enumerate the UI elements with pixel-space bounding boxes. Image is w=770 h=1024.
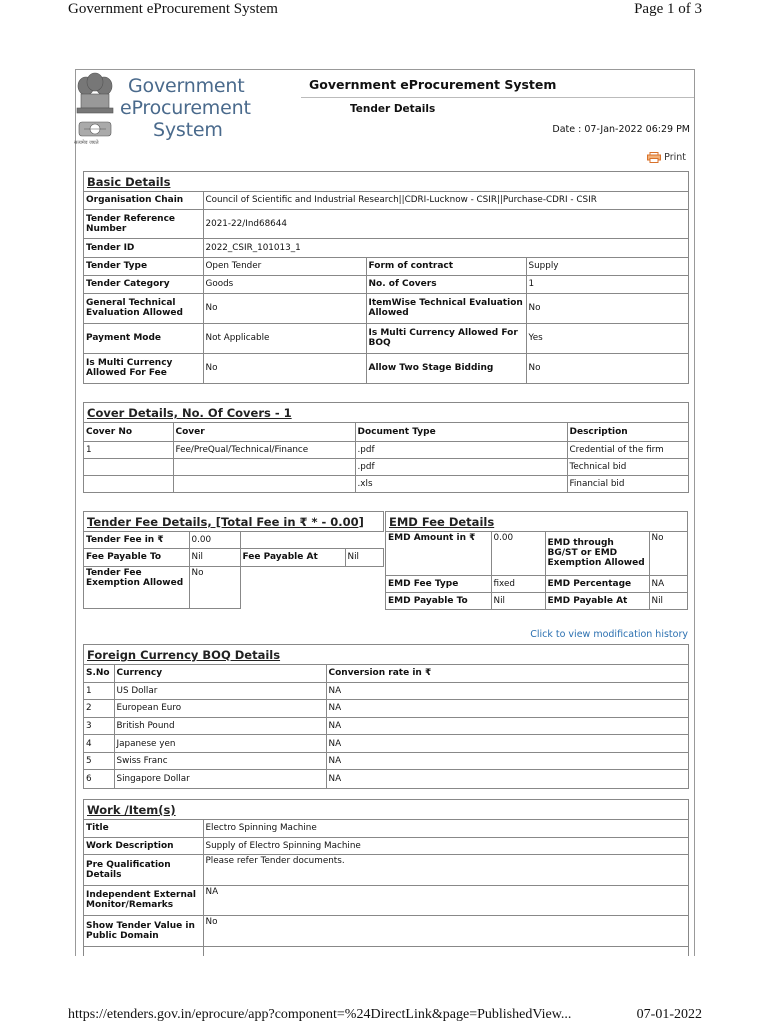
tender-type-label: Tender Type [84,257,203,275]
payment-mode-value: Not Applicable [203,323,366,353]
print-page-footer [68,1007,702,1023]
emd-through-label: EMD through BG/ST or EMD Exemption Allowed [545,532,649,575]
print-header-title: Government eProcurement System [68,1,278,17]
site-title: Government eProcurement System [309,77,557,92]
cover-cell: .pdf [355,441,567,458]
multi-currency-fee-label: Is Multi Currency Allowed For Fee [84,353,203,383]
table-row [84,475,688,492]
cover-header-cell: Document Type [355,423,567,441]
show-tender-value-value: No [203,915,688,946]
cover-header-cell: Description [567,423,688,441]
table-row [84,700,688,718]
two-stage-bidding-value: No [526,353,688,383]
print-link[interactable] [647,152,686,163]
boq-header-cell: Currency [114,665,326,682]
boq-header-cell: Conversion rate in ₹ [326,665,688,682]
table-row [84,752,688,770]
logo-text-line3: System [153,119,223,141]
boq-cell: 6 [84,770,114,788]
basic-details-title: Basic Details [84,172,688,192]
boq-cell: NA [326,717,688,735]
tender-ref-label: Tender Reference Number [84,209,203,238]
iem-remarks-label: Independent External Monitor/Remarks [84,885,203,915]
work-description-label: Work Description [84,837,203,854]
work-title-label: Title [84,820,203,837]
work-description-value: Supply of Electro Spinning Machine [203,837,688,854]
boq-details-table [84,665,688,788]
basic-details-table [84,192,688,383]
fee-exemption-value: No [189,566,240,608]
emd-fee-section [385,511,688,610]
boq-cell: 1 [84,682,114,700]
boq-cell: NA [326,770,688,788]
boq-cell: 5 [84,752,114,770]
multi-currency-boq-value: Yes [526,323,688,353]
form-of-contract-value: Supply [526,257,688,275]
payment-mode-label: Payment Mode [84,323,203,353]
tender-category-value: Goods [203,275,366,293]
table-row [84,682,688,700]
emd-payable-at-label: EMD Payable At [545,592,649,609]
work-title-value: Electro Spinning Machine [203,820,688,837]
cover-details-section [83,402,689,493]
tender-id-value: 2022_CSIR_101013_1 [203,238,688,257]
boq-cell: 4 [84,735,114,753]
emd-fee-table [386,532,687,609]
footer-url: https://etenders.gov.in/eprocure/app?component=%24DirectLink&page=PublishedView... [68,1007,572,1022]
boq-cell: NA [326,752,688,770]
tender-fee-label: Tender Fee in ₹ [84,532,189,548]
emd-payable-at-value: Nil [649,592,687,609]
emd-through-value: No [649,532,687,575]
emd-fee-type-label: EMD Fee Type [386,575,491,592]
itemwise-te-label: ItemWise Technical Evaluation Allowed [366,293,526,323]
gte-value: No [203,293,366,323]
table-row [84,458,688,475]
basic-details-section [83,171,689,384]
boq-cell: 3 [84,717,114,735]
boq-header-cell: S.No [84,665,114,682]
cover-cell [84,475,173,492]
work-items-table [84,820,688,956]
page-title: Tender Details [350,103,436,115]
table-row [84,717,688,735]
tender-id-label: Tender ID [84,238,203,257]
cover-header-cell: Cover No [84,423,173,441]
no-of-covers-label: No. of Covers [366,275,526,293]
print-page-number: Page 1 of 3 [634,1,702,17]
cover-cell [173,475,355,492]
show-tender-value-label: Show Tender Value in Public Domain [84,915,203,946]
fee-exemption-label: Tender Fee Exemption Allowed [84,566,189,608]
emd-payable-to-value: Nil [491,592,545,609]
site-header [76,70,694,166]
prequal-details-value: Please refer Tender documents. [203,854,688,885]
fee-payable-at-value: Nil [345,548,384,566]
org-chain-value: Council of Scientific and Industrial Research||CDRI-Lucknow - CSIR||Purchase-CDRI - CSIR [203,192,688,209]
boq-cell: NA [326,735,688,753]
cover-cell: .xls [355,475,567,492]
emd-amount-label: EMD Amount in ₹ [386,532,491,575]
boq-details-section [83,644,689,789]
modification-history-link[interactable]: Click to view modification history [530,629,688,640]
logo-text-line2: eProcurement [120,97,251,119]
table-row [84,735,688,753]
cover-details-table [84,423,688,492]
cover-cell: Financial bid [567,475,688,492]
boq-cell: NA [326,700,688,718]
boq-cell: British Pound [114,717,326,735]
printer-icon [647,152,661,163]
boq-cell: NA [326,682,688,700]
itemwise-te-value: No [526,293,688,323]
tender-fee-value: 0.00 [189,532,240,548]
multi-currency-fee-value: No [203,353,366,383]
header-divider [301,97,694,98]
cover-cell [173,458,355,475]
print-page-header [68,1,702,18]
tender-fee-table [84,532,384,609]
two-stage-bidding-label: Allow Two Stage Bidding [366,353,526,383]
work-items-title: Work /Item(s) [84,800,688,820]
work-items-section [83,799,689,956]
boq-details-title: Foreign Currency BOQ Details [84,645,688,665]
tender-ref-value: 2021-22/Ind68644 [203,209,688,238]
cover-cell: Credential of the firm [567,441,688,458]
cover-details-title: Cover Details, No. Of Covers - 1 [84,403,688,423]
fee-payable-to-label: Fee Payable To [84,548,189,566]
tender-type-value: Open Tender [203,257,366,275]
tender-page [75,69,695,956]
fee-payable-at-label: Fee Payable At [240,548,345,566]
org-chain-label: Organisation Chain [84,192,203,209]
table-row [84,770,688,788]
boq-cell: Swiss Franc [114,752,326,770]
date-stamp: Date : 07-Jan-2022 06:29 PM [552,124,690,135]
emd-percentage-value: NA [649,575,687,592]
table-row [84,441,688,458]
fee-payable-to-value: Nil [189,548,240,566]
cover-cell: .pdf [355,458,567,475]
tender-fee-section [83,511,384,609]
cover-cell: 1 [84,441,173,458]
emd-percentage-label: EMD Percentage [545,575,649,592]
boq-cell: European Euro [114,700,326,718]
boq-cell: 2 [84,700,114,718]
footer-date: 07-01-2022 [636,1007,702,1022]
print-label[interactable]: Print [664,152,686,163]
cover-cell: Fee/PreQual/Technical/Finance [173,441,355,458]
boq-cell: Japanese yen [114,735,326,753]
tender-fee-title: Tender Fee Details, [Total Fee in ₹ * - 0.00] [84,512,384,532]
cover-cell: Technical bid [567,458,688,475]
emd-fee-type-value: fixed [491,575,545,592]
cover-cell [84,458,173,475]
tender-category-label: Tender Category [84,275,203,293]
national-emblem-icon [72,72,118,150]
emd-payable-to-label: EMD Payable To [386,592,491,609]
emd-fee-title: EMD Fee Details [386,512,687,532]
emd-amount-value: 0.00 [491,532,545,575]
boq-cell: US Dollar [114,682,326,700]
cover-header-cell: Cover [173,423,355,441]
no-of-covers-value: 1 [526,275,688,293]
gte-label: General Technical Evaluation Allowed [84,293,203,323]
form-of-contract-label: Form of contract [366,257,526,275]
multi-currency-boq-label: Is Multi Currency Allowed For BOQ [366,323,526,353]
logo-text-line1: Government [128,75,245,97]
iem-remarks-value: NA [203,885,688,915]
prequal-details-label: Pre Qualification Details [84,854,203,885]
emblem-motto: सत्यमेव जयते [74,140,99,146]
boq-cell: Singapore Dollar [114,770,326,788]
